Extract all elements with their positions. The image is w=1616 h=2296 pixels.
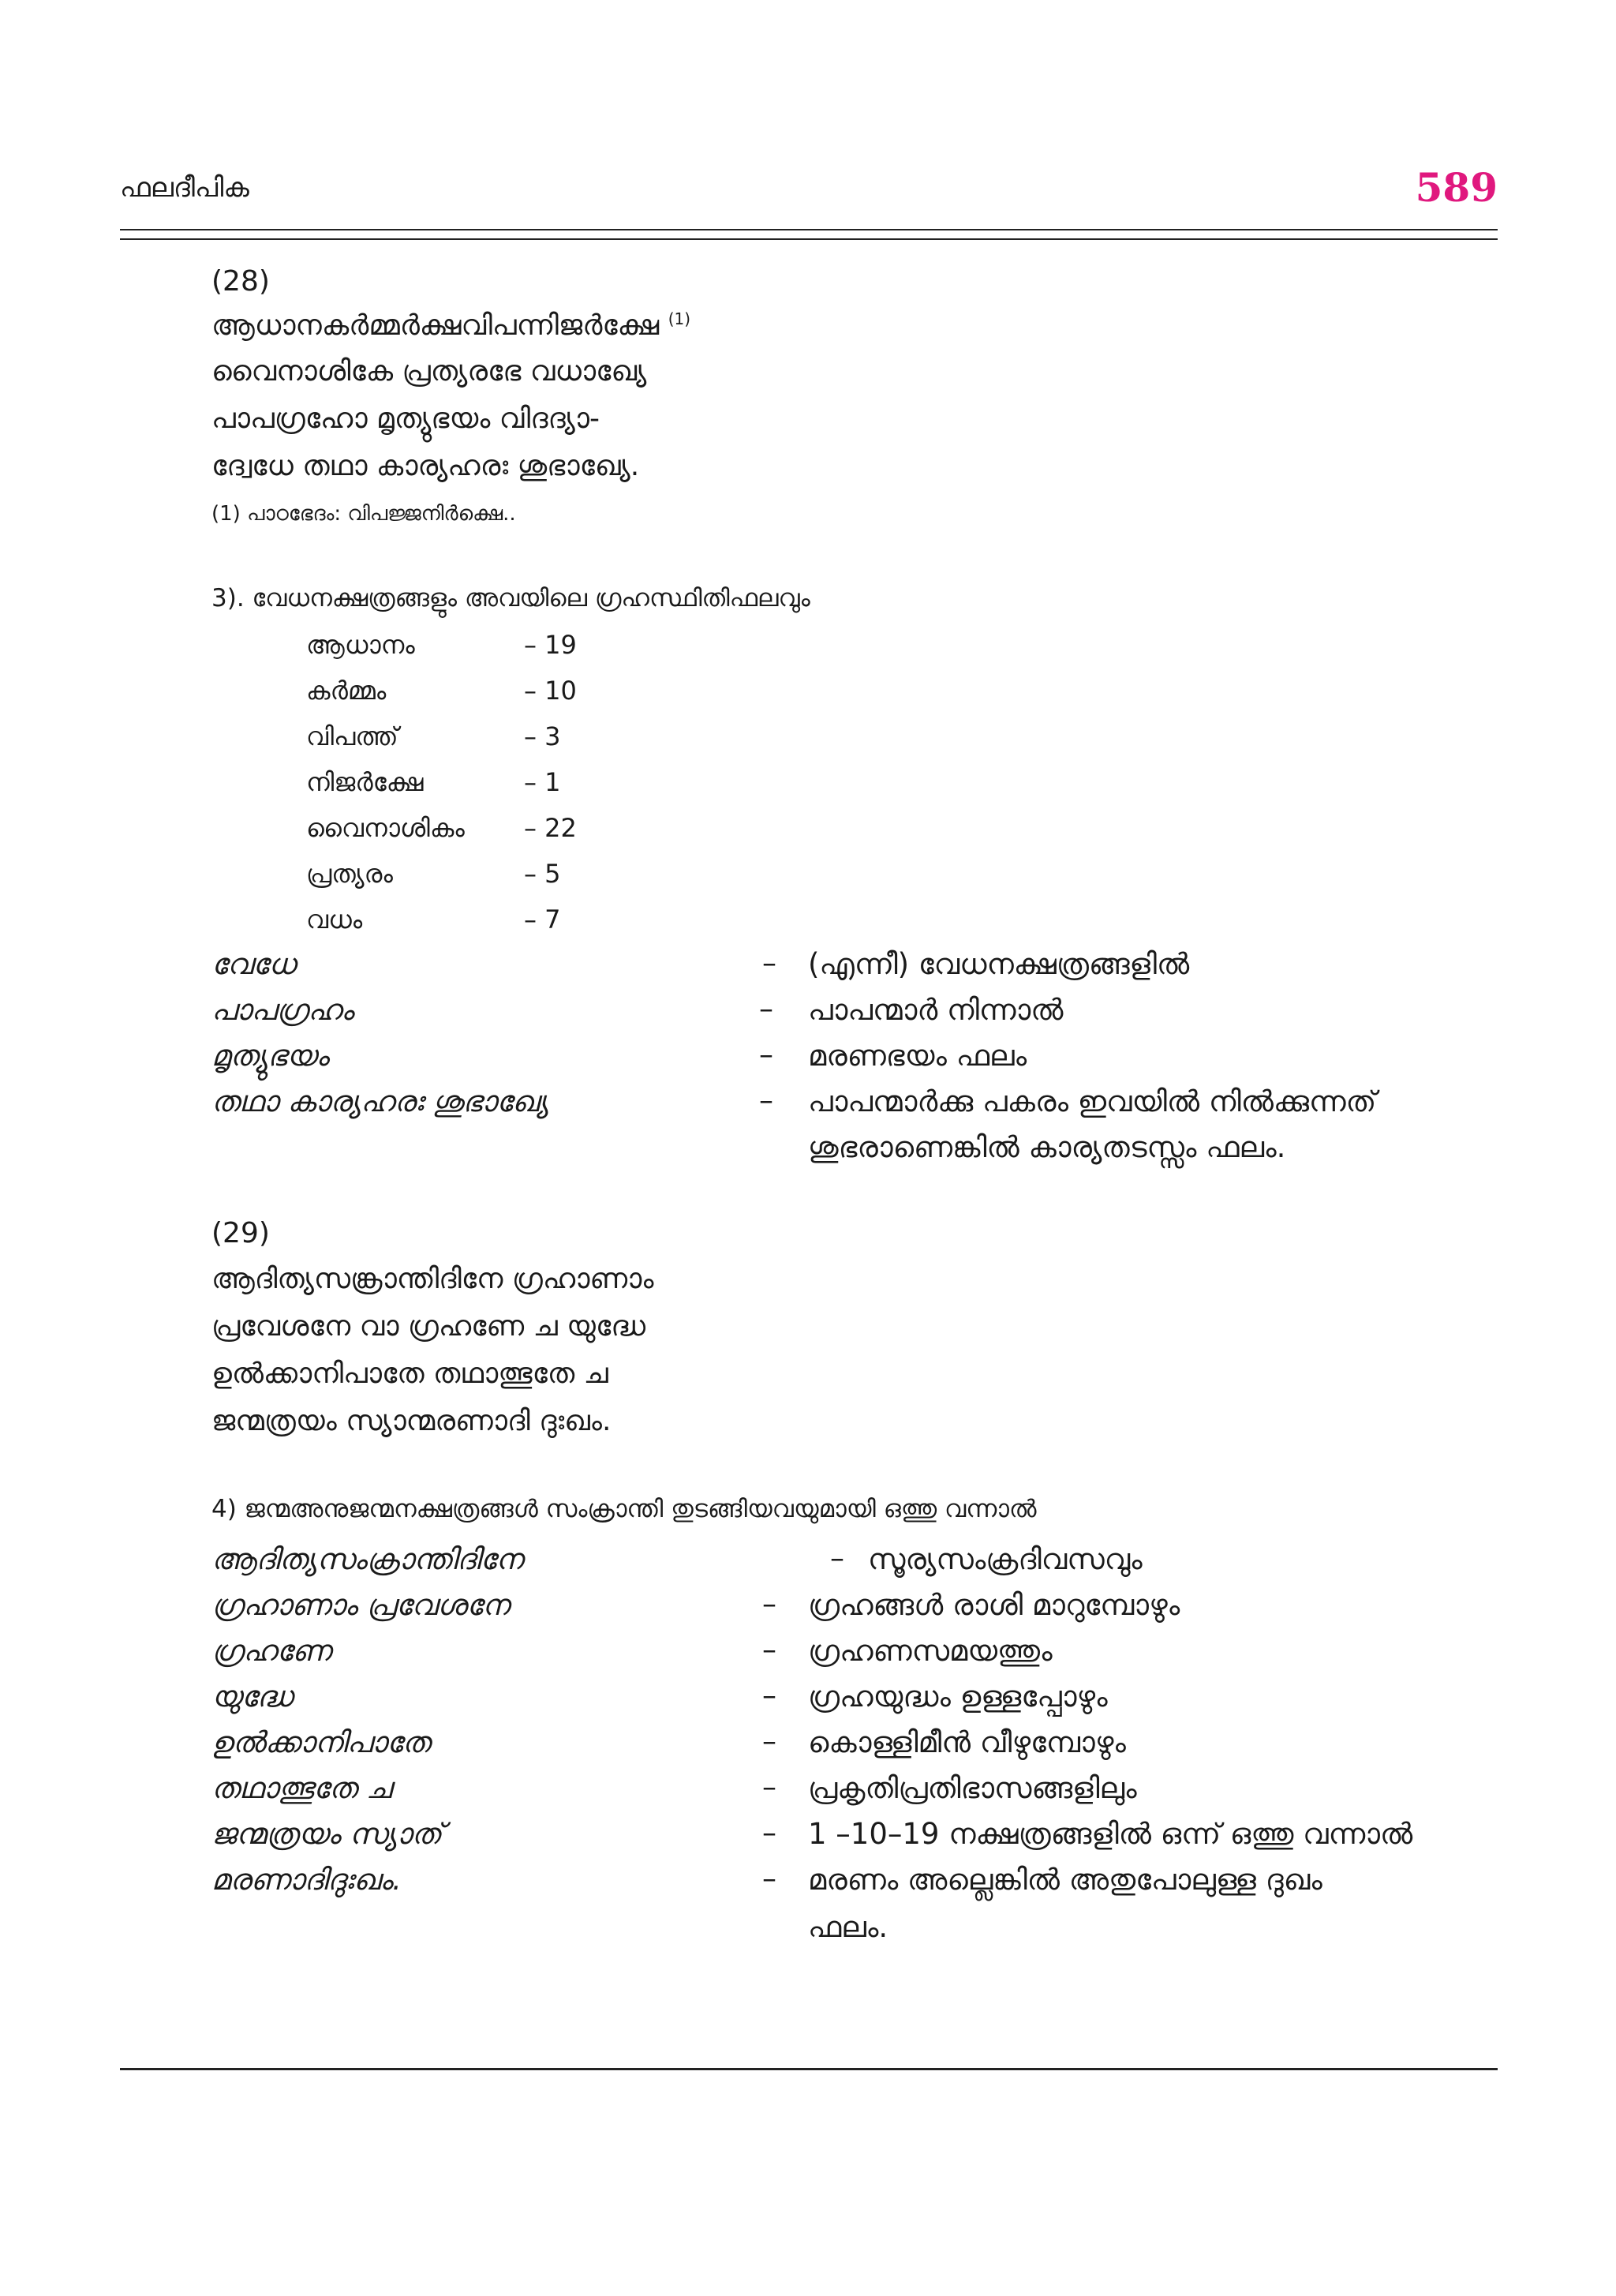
nakshatra-name: നിജർക്ഷേ bbox=[306, 767, 424, 797]
nakshatra-name: പ്രത്യരം bbox=[306, 859, 393, 889]
nakshatra-value: – 5 bbox=[524, 859, 561, 889]
gloss-meaning: മരണം അല്ലെങ്കിൽ അതുപോലുള്ള ദുഖം bbox=[808, 1863, 1322, 1897]
nakshatra-value: – 19 bbox=[524, 630, 577, 660]
section-3-heading: 3). വേധനക്ഷത്രങ്ങളും അവയിലെ ഗ്രഹസ്ഥിതിഫലവും bbox=[211, 584, 810, 612]
gloss-dash: – bbox=[762, 1680, 776, 1712]
nakshatra-value: – 3 bbox=[524, 721, 561, 751]
gloss-meaning: പാപന്മാർക്കു പകരം ഇവയിൽ നിൽക്കുന്നത് bbox=[808, 1084, 1377, 1118]
header-rule-top bbox=[120, 229, 1498, 230]
footnote: (1) പാഠഭേദം: വിപജ്ജനിർക്ഷെ.. bbox=[211, 502, 516, 526]
gloss-dash: – bbox=[762, 1588, 776, 1620]
verse-29-line-4: ജന്മത്രയം സ്യാന്മരണാദി ദുഃഖം. bbox=[211, 1405, 612, 1437]
gloss-meaning: പാപന്മാർ നിന്നാൽ bbox=[808, 993, 1064, 1027]
gloss-meaning: (എന്നീ) വേധനക്ഷത്രങ്ങളിൽ bbox=[808, 947, 1190, 981]
nakshatra-name: വിപത്ത് bbox=[306, 721, 398, 751]
nakshatra-value: – 10 bbox=[524, 676, 577, 706]
verse-29-number: (29) bbox=[211, 1217, 270, 1249]
verse-29-line-1: ആദിത്യസങ്ക്രാന്തിദിനേ ഗ്രഹാണാം bbox=[211, 1263, 654, 1295]
verse-28-line-4: ദ്വേധേ തഥാ കാര്യഹരഃ ശുഭാഖ്യേ. bbox=[211, 450, 640, 482]
gloss-dash: – bbox=[762, 947, 776, 979]
gloss-meaning: ഗ്രഹയുദ്ധം ഉള്ളപ്പോഴും bbox=[808, 1680, 1108, 1714]
gloss-term: പാപഗ്രഹം bbox=[211, 993, 354, 1027]
book-title: ഫലദീപിക bbox=[120, 172, 249, 204]
gloss-meaning: മരണഭയം ഫലം bbox=[808, 1039, 1027, 1073]
gloss-dash: – bbox=[762, 1725, 776, 1758]
nakshatra-name: വധം bbox=[306, 905, 363, 935]
verse-29-line-3: ഉൽക്കാനിപാതേ തഥാത്ഭുതേ ച bbox=[211, 1358, 608, 1390]
gloss-meaning-continued: ഫലം. bbox=[808, 1910, 888, 1944]
verse-28-line-1 bbox=[211, 309, 690, 343]
gloss-term: ആദിത്യസംക്രാന്തിദിനേ bbox=[211, 1542, 523, 1576]
gloss-term: മൃത്യുഭയം bbox=[211, 1039, 329, 1073]
header-rule-bottom bbox=[120, 238, 1498, 240]
section-4-heading: 4) ജന്മഅനുജന്മനക്ഷത്രങ്ങൾ സംക്രാന്തി തുടങ്ങിയവയുമായി ഒത്തു വന്നാൽ bbox=[211, 1495, 1037, 1523]
verse-28-line-2: വൈനാശികേ പ്രത്യരഭേ വധാഖ്യേ bbox=[211, 355, 647, 388]
gloss-dash: – bbox=[759, 993, 773, 1025]
gloss-meaning: 1 –10–19 നക്ഷത്രങ്ങളിൽ ഒന്ന് ഒത്തു വന്നാൽ bbox=[808, 1817, 1413, 1851]
gloss-term: തഥാ കാര്യഹരഃ ശുഭാഖ്യേ bbox=[211, 1084, 549, 1118]
nakshatra-name: വൈനാശികം bbox=[306, 813, 465, 843]
verse-line-text: ആധാനകർമ്മർക്ഷവിപന്നിജർക്ഷേ bbox=[211, 309, 660, 342]
gloss-meaning-continued: ശുഭരാണെങ്കിൽ കാര്യതടസ്സം ഫലം. bbox=[808, 1130, 1286, 1164]
nakshatra-name: കർമ്മം bbox=[306, 676, 387, 706]
verse-28-number: (28) bbox=[211, 265, 270, 298]
gloss-meaning: കൊള്ളിമീൻ വീഴുമ്പോഴും bbox=[808, 1725, 1126, 1759]
gloss-term: ഉൽക്കാനിപാതേ bbox=[211, 1725, 431, 1759]
gloss-term: ഗ്രഹാണാം പ്രവേശനേ bbox=[211, 1588, 510, 1622]
verse-29-line-2: പ്രവേശനേ വാ ഗ്രഹണേ ച യുദ്ധേ bbox=[211, 1310, 646, 1343]
gloss-term: യുദ്ധേ bbox=[211, 1680, 293, 1714]
gloss-term: മരണാദിദുഃഖം. bbox=[211, 1863, 402, 1897]
page-number: 589 bbox=[1415, 164, 1498, 211]
gloss-dash: – bbox=[759, 1039, 773, 1071]
gloss-term: വേധേ bbox=[211, 947, 296, 981]
nakshatra-value: – 22 bbox=[524, 813, 577, 843]
gloss-term: ജന്മത്രയം സ്യാത് bbox=[211, 1817, 443, 1851]
gloss-dash: – bbox=[762, 1771, 776, 1803]
gloss-meaning: പ്രകൃതിപ്രതിഭാസങ്ങളിലും bbox=[808, 1771, 1137, 1805]
verse-28-line-3: പാപഗ്രഹോ മൃത്യുഭയം വിദദ്യാ- bbox=[211, 403, 600, 435]
nakshatra-value: – 1 bbox=[524, 767, 561, 797]
gloss-dash: – bbox=[762, 1634, 776, 1666]
footnote-marker: (1) bbox=[668, 309, 691, 328]
gloss-dash: – bbox=[830, 1542, 844, 1575]
nakshatra-name: ആധാനം bbox=[306, 630, 415, 660]
gloss-term: ഗ്രഹണേ bbox=[211, 1634, 331, 1668]
gloss-meaning: സൂര്യസംക്രദിവസവും bbox=[868, 1542, 1143, 1576]
gloss-dash: – bbox=[762, 1817, 776, 1849]
gloss-term: തഥാത്ഭുതേ ച bbox=[211, 1771, 391, 1805]
gloss-dash: – bbox=[759, 1084, 773, 1117]
gloss-meaning: ഗ്രഹങ്ങൾ രാശി മാറുമ്പോഴും bbox=[808, 1588, 1180, 1622]
gloss-dash: – bbox=[762, 1863, 776, 1895]
gloss-meaning: ഗ്രഹണസമയത്തും bbox=[808, 1634, 1053, 1668]
footer-rule bbox=[120, 2068, 1498, 2070]
nakshatra-value: – 7 bbox=[524, 905, 561, 935]
